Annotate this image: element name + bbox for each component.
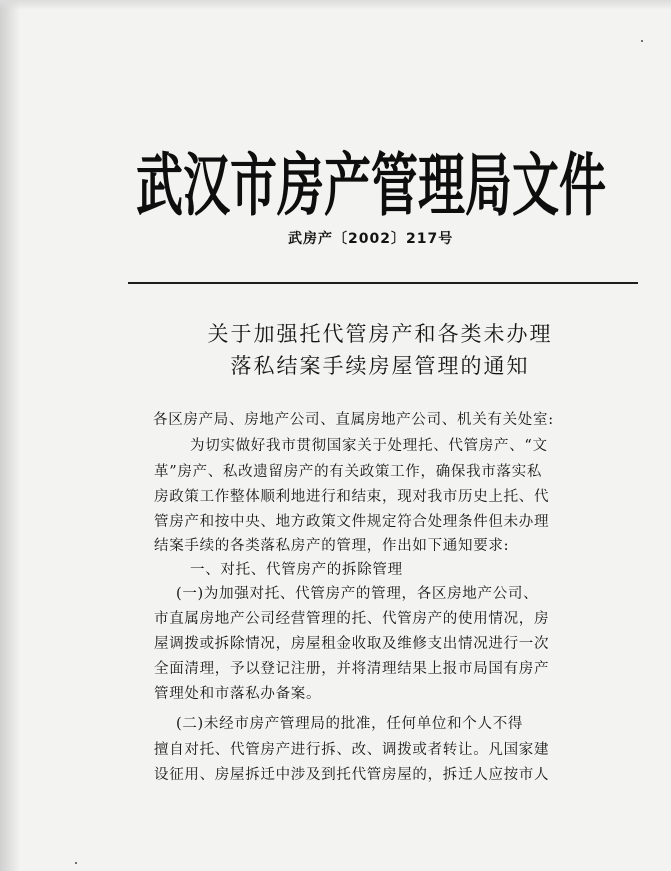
body-line: 各区房产局、房地产公司、直属房地产公司、机关有关处室:	[153, 412, 554, 428]
document-header: 武汉市房产管理局文件	[136, 146, 606, 227]
body-line: 屋调拨或拆除情况，房屋租金收取及维修支出情况进行一次	[154, 636, 550, 652]
scan-shadow-left	[0, 0, 20, 871]
scan-speck	[75, 862, 77, 864]
body-line: 管房产和按中央、地方政策文件规定符合处理条件但未办理	[154, 514, 550, 530]
body-line: 房政策工作整体顺利地进行和结束，现对我市历史上托、代	[154, 489, 550, 505]
body-line: 市直属房地产公司经营管理的托、代管房产的使用情况，房	[154, 611, 550, 627]
body-line: 擅自对托、代管房产进行拆、改、调拨或者转让。凡国家建	[154, 742, 550, 758]
document-number: 武房产〔2002〕217号	[288, 231, 454, 247]
body-line: 革”房产、私改遗留房产的有关政策工作，确保我市落实私	[154, 464, 543, 480]
scan-speck	[641, 40, 643, 42]
body-line: 管理处和市落私办备案。	[154, 686, 322, 702]
scan-shadow-top	[0, 0, 671, 10]
body-line: 设征用、房屋拆迁中涉及到托代管房屋的，拆迁人应按市人	[154, 767, 550, 783]
body-line: (二)未经市房产管理局的批准，任何单位和个人不得	[176, 716, 524, 732]
body-line: 结案手续的各类落私房产的管理，作出如下通知要求:	[154, 538, 510, 554]
header-divider	[128, 282, 638, 284]
body-line: 全面清理，予以登记注册，并将清理结果上报市局国有房产	[154, 661, 550, 677]
section-heading: 一、对托、代管房产的拆除管理	[190, 562, 403, 578]
notice-title-line-2: 落私结案手续房屋管理的通知	[230, 354, 530, 378]
body-line: 为切实做好我市贯彻国家关于处理托、代管房产、“文	[190, 438, 548, 454]
body-line: (一)为加强对托、代管房产的管理，各区房地产公司、	[176, 586, 539, 602]
notice-title-line-1: 关于加强托代管房产和各类未办理	[207, 322, 553, 346]
